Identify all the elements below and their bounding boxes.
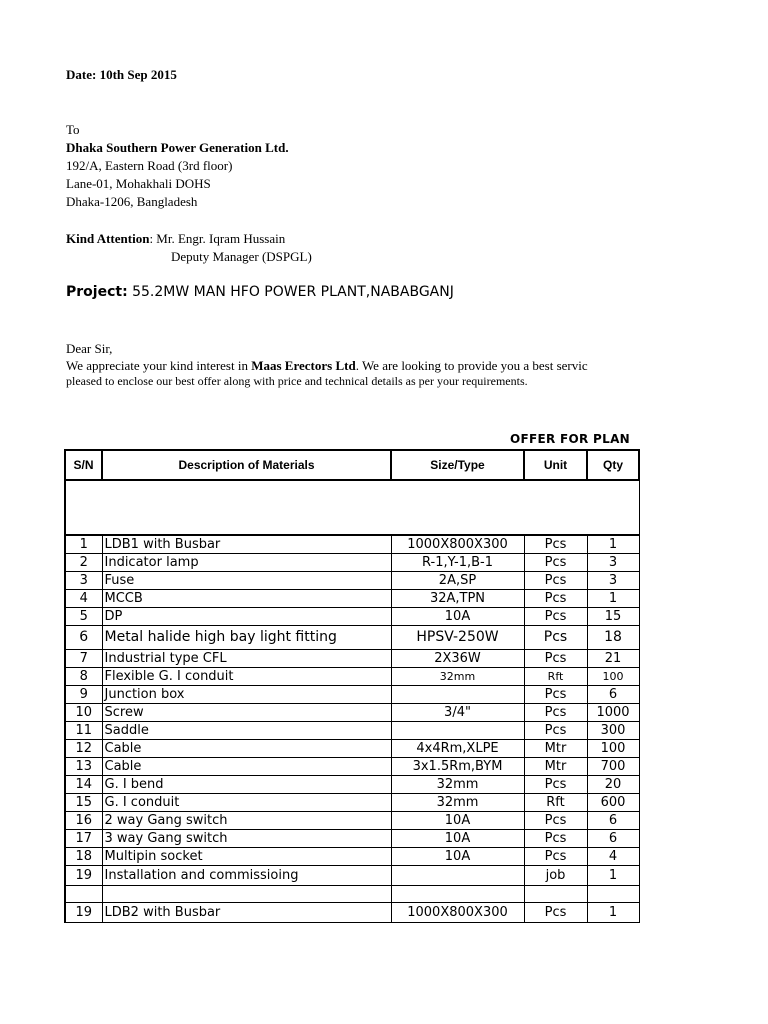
- attention-title: Deputy Manager (DSPGL): [171, 249, 312, 264]
- cell-size-type: HPSV-250W: [391, 626, 524, 650]
- table-row: [65, 650, 639, 668]
- cell-unit: Rft: [524, 668, 587, 686]
- cell-size-type: 32mm: [391, 776, 524, 794]
- cell-qty: 20: [587, 776, 639, 794]
- attention-value: : Mr. Engr. Iqram Hussain: [149, 231, 286, 246]
- cell-size-type: 4x4Rm,XLPE: [391, 740, 524, 758]
- cell-sn: 11: [65, 722, 102, 740]
- cell-size-type: 1000X800X300: [391, 535, 524, 554]
- header-size-type: Size/Type: [391, 450, 524, 480]
- address-line: Lane-01, Mohakhali DOHS: [66, 176, 211, 191]
- cell-unit: Pcs: [524, 812, 587, 830]
- table-header-row: [65, 450, 639, 480]
- cell-qty: [587, 886, 639, 903]
- cell-size-type: 10A: [391, 608, 524, 626]
- table-row: [65, 776, 639, 794]
- cell-size-type: 32mm: [391, 794, 524, 812]
- cell-unit: Rft: [524, 794, 587, 812]
- cell-sn: 9: [65, 686, 102, 704]
- body-line-2: pleased to enclose our best offer along with price and technical details as per your requirements.: [66, 374, 528, 388]
- body-company: Maas Erectors Ltd: [251, 358, 356, 373]
- cell-size-type: 10A: [391, 812, 524, 830]
- cell-unit: Pcs: [524, 650, 587, 668]
- cell-qty: 18: [587, 626, 639, 650]
- cell-qty: 600: [587, 794, 639, 812]
- cell-unit: Pcs: [524, 848, 587, 866]
- cell-description: Metal halide high bay light fitting: [102, 626, 391, 650]
- cell-size-type: R-1,Y-1,B-1: [391, 554, 524, 572]
- body-suffix: . We are looking to provide you a best servic: [355, 358, 588, 373]
- cell-size-type: 2X36W: [391, 650, 524, 668]
- cell-unit: Pcs: [524, 554, 587, 572]
- kind-attention: [66, 231, 285, 247]
- cell-sn: [65, 886, 102, 903]
- cell-description: Fuse: [102, 572, 391, 590]
- cell-description: Screw: [102, 704, 391, 722]
- cell-unit: Mtr: [524, 740, 587, 758]
- cell-size-type: 2A,SP: [391, 572, 524, 590]
- materials-table: [64, 449, 640, 923]
- spacer-cell: [65, 480, 639, 535]
- cell-qty: 6: [587, 830, 639, 848]
- cell-description: Flexible G. I conduit: [102, 668, 391, 686]
- body-prefix: We appreciate your kind interest in: [66, 358, 252, 373]
- cell-description: Junction box: [102, 686, 391, 704]
- cell-description: LDB1 with Busbar: [102, 535, 391, 554]
- project-value: 55.2MW MAN HFO POWER PLANT,NABABGANJ: [127, 284, 454, 300]
- cell-unit: Pcs: [524, 572, 587, 590]
- cell-description: G. I conduit: [102, 794, 391, 812]
- letter-date: [66, 67, 177, 83]
- cell-unit: job: [524, 866, 587, 886]
- cell-unit: Pcs: [524, 903, 587, 923]
- cell-description: G. I bend: [102, 776, 391, 794]
- table-row: [65, 626, 639, 650]
- cell-description: MCCB: [102, 590, 391, 608]
- table-row: [65, 848, 639, 866]
- table-row: [65, 866, 639, 886]
- cell-size-type: 32mm: [391, 668, 524, 686]
- cell-size-type: [391, 686, 524, 704]
- attention-label: Kind Attention: [66, 231, 150, 246]
- cell-description: Cable: [102, 740, 391, 758]
- cell-description: Cable: [102, 758, 391, 776]
- cell-description: Saddle: [102, 722, 391, 740]
- cell-sn: 14: [65, 776, 102, 794]
- cell-sn: 2: [65, 554, 102, 572]
- cell-size-type: [391, 722, 524, 740]
- cell-sn: 18: [65, 848, 102, 866]
- header-sn: S/N: [65, 450, 102, 480]
- cell-description: Installation and commissioing: [102, 866, 391, 886]
- header-unit: Unit: [524, 450, 587, 480]
- address-line: Dhaka-1206, Bangladesh: [66, 194, 198, 209]
- cell-qty: 100: [587, 668, 639, 686]
- body-line-1: [66, 358, 588, 374]
- cell-qty: 700: [587, 758, 639, 776]
- company-name: Dhaka Southern Power Generation Ltd.: [66, 140, 289, 155]
- cell-unit: Pcs: [524, 590, 587, 608]
- cell-unit: Pcs: [524, 626, 587, 650]
- cell-unit: Pcs: [524, 776, 587, 794]
- cell-unit: Pcs: [524, 608, 587, 626]
- cell-sn: 19: [65, 903, 102, 923]
- cell-sn: 4: [65, 590, 102, 608]
- cell-sn: 5: [65, 608, 102, 626]
- cell-description: [102, 886, 391, 903]
- table-row: [65, 794, 639, 812]
- cell-unit: Pcs: [524, 535, 587, 554]
- cell-qty: 3: [587, 554, 639, 572]
- cell-unit: Mtr: [524, 758, 587, 776]
- table-row: [65, 886, 639, 903]
- cell-qty: 6: [587, 686, 639, 704]
- cell-description: LDB2 with Busbar: [102, 903, 391, 923]
- cell-description: 3 way Gang switch: [102, 830, 391, 848]
- project-line: [66, 284, 454, 300]
- cell-sn: 10: [65, 704, 102, 722]
- cell-qty: 21: [587, 650, 639, 668]
- table-row: [65, 722, 639, 740]
- cell-sn: 15: [65, 794, 102, 812]
- recipient-company: [66, 140, 289, 156]
- cell-sn: 1: [65, 535, 102, 554]
- cell-sn: 13: [65, 758, 102, 776]
- cell-description: Industrial type CFL: [102, 650, 391, 668]
- to-label: To: [66, 122, 80, 137]
- header-description: Description of Materials: [102, 450, 391, 480]
- cell-qty: 3: [587, 572, 639, 590]
- table-row: [65, 740, 639, 758]
- table-row: [65, 830, 639, 848]
- cell-sn: 19: [65, 866, 102, 886]
- table-row: [65, 608, 639, 626]
- cell-sn: 3: [65, 572, 102, 590]
- table-row: [65, 812, 639, 830]
- cell-description: DP: [102, 608, 391, 626]
- cell-qty: 1: [587, 866, 639, 886]
- cell-size-type: 32A,TPN: [391, 590, 524, 608]
- cell-size-type: 3x1.5Rm,BYM: [391, 758, 524, 776]
- table-row: [65, 704, 639, 722]
- cell-sn: 6: [65, 626, 102, 650]
- cell-unit: Pcs: [524, 686, 587, 704]
- table-row: [65, 903, 639, 923]
- cell-description: Multipin socket: [102, 848, 391, 866]
- cell-qty: 1000: [587, 704, 639, 722]
- cell-sn: 12: [65, 740, 102, 758]
- cell-sn: 17: [65, 830, 102, 848]
- address-line: 192/A, Eastern Road (3rd floor): [66, 158, 233, 173]
- table-row: [65, 686, 639, 704]
- project-label: Project:: [66, 284, 128, 300]
- cell-qty: 1: [587, 535, 639, 554]
- cell-size-type: [391, 886, 524, 903]
- cell-unit: Pcs: [524, 704, 587, 722]
- cell-qty: 4: [587, 848, 639, 866]
- cell-size-type: 10A: [391, 848, 524, 866]
- table-row: [65, 590, 639, 608]
- cell-qty: 15: [587, 608, 639, 626]
- table-row: [65, 535, 639, 554]
- cell-size-type: 3/4": [391, 704, 524, 722]
- offer-title: OFFER FOR PLAN: [510, 432, 630, 446]
- salutation: Dear Sir,: [66, 341, 113, 356]
- table-row: [65, 758, 639, 776]
- cell-unit: Pcs: [524, 830, 587, 848]
- cell-qty: 1: [587, 590, 639, 608]
- cell-qty: 100: [587, 740, 639, 758]
- cell-unit: [524, 886, 587, 903]
- cell-qty: 1: [587, 903, 639, 923]
- cell-size-type: 1000X800X300: [391, 903, 524, 923]
- cell-qty: 300: [587, 722, 639, 740]
- table-row: [65, 668, 639, 686]
- cell-sn: 8: [65, 668, 102, 686]
- header-qty: Qty: [587, 450, 639, 480]
- spacer-row: [65, 480, 639, 535]
- cell-sn: 7: [65, 650, 102, 668]
- cell-sn: 16: [65, 812, 102, 830]
- cell-size-type: [391, 866, 524, 886]
- date-text: Date: 10th Sep 2015: [66, 67, 177, 82]
- cell-unit: Pcs: [524, 722, 587, 740]
- cell-qty: 6: [587, 812, 639, 830]
- cell-description: Indicator lamp: [102, 554, 391, 572]
- table-row: [65, 572, 639, 590]
- cell-description: 2 way Gang switch: [102, 812, 391, 830]
- cell-size-type: 10A: [391, 830, 524, 848]
- table-row: [65, 554, 639, 572]
